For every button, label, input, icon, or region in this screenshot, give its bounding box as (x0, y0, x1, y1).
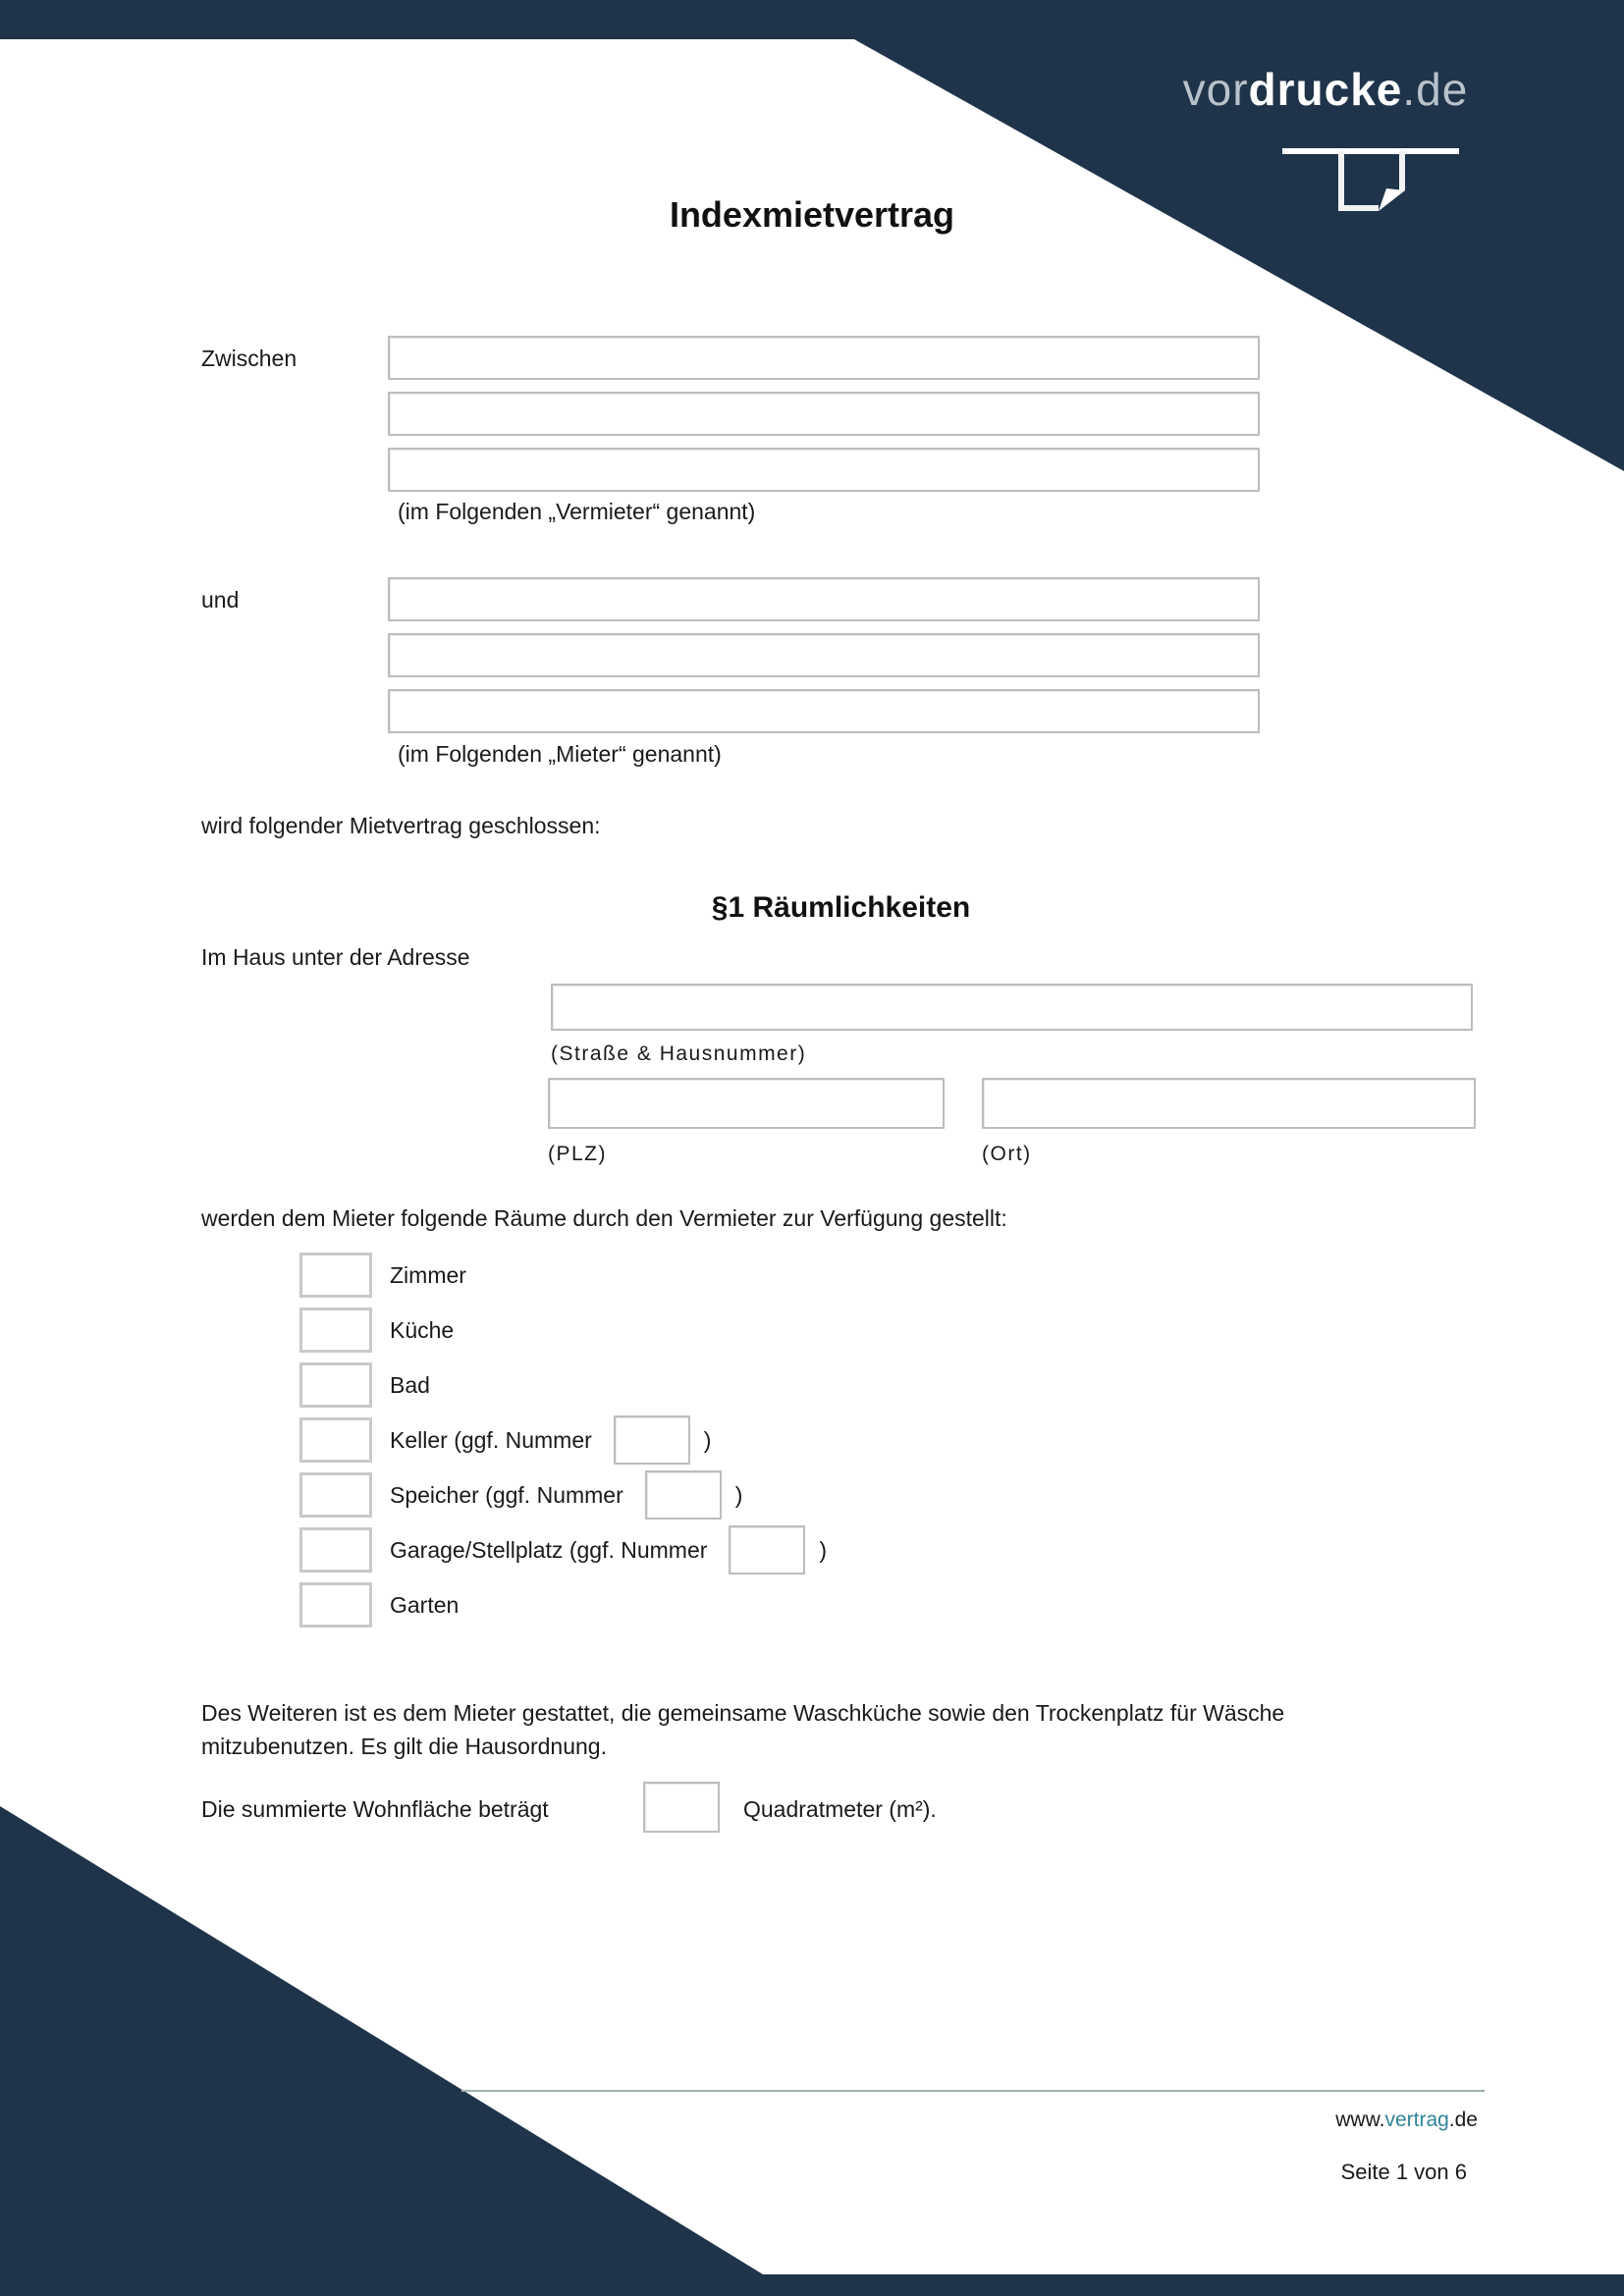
keller-number-input[interactable] (614, 1415, 690, 1465)
ort-caption: (Ort) (982, 1143, 1032, 1165)
footer-url[interactable] (1335, 2109, 1478, 2132)
area-input[interactable] (643, 1782, 720, 1833)
room-label: Keller (ggf. Nummer (390, 1426, 592, 1453)
room-label: Küche (390, 1316, 455, 1343)
landlord-note: (im Folgenden „Vermieter“ genannt) (398, 499, 756, 524)
speicher-number-input[interactable] (645, 1470, 722, 1520)
footer-divider (461, 2090, 1485, 2092)
garage-checkbox[interactable] (299, 1527, 372, 1573)
room-row-garten (299, 1582, 459, 1628)
kueche-checkbox[interactable] (299, 1308, 372, 1353)
landlord-name-field-1[interactable] (388, 336, 1260, 380)
room-label: Zimmer (390, 1261, 466, 1288)
ort-input[interactable] (982, 1078, 1476, 1129)
landlord-name-field-2[interactable] (388, 392, 1260, 436)
logo-text-suffix: .de (1402, 64, 1469, 115)
room-row-zimmer (299, 1253, 466, 1298)
room-label-suffix: ) (703, 1426, 712, 1453)
and-label: und (201, 587, 240, 613)
footer-url-highlight: vertrag (1384, 2109, 1449, 2131)
footer-url-prefix: www. (1335, 2109, 1385, 2131)
garten-checkbox[interactable] (299, 1582, 372, 1628)
room-label: Garten (390, 1591, 460, 1618)
vordrucke-logo (1129, 63, 1522, 116)
bad-checkbox[interactable] (299, 1362, 372, 1408)
area-prefix: Die summierte Wohnfläche beträgt (201, 1796, 549, 1822)
bottom-banner-shape (0, 1806, 1624, 2296)
between-label: Zwischen (201, 346, 298, 371)
tenant-name-field-2[interactable] (388, 633, 1260, 677)
tenant-name-field-3[interactable] (388, 689, 1260, 733)
room-label-suffix: ) (734, 1481, 743, 1508)
rooms-intro: werden dem Mieter folgende Räume durch den Vermieter zur Verfügung gestellt: (201, 1205, 1007, 1231)
plz-input[interactable] (548, 1078, 945, 1129)
room-label-suffix: ) (819, 1536, 828, 1563)
room-label: Bad (390, 1371, 430, 1398)
contract-intro: wird folgender Mietvertrag geschlossen: (201, 813, 601, 838)
room-label: Garage/Stellplatz (ggf. Nummer (390, 1536, 708, 1563)
tenant-name-field-1[interactable] (388, 577, 1260, 621)
zimmer-checkbox[interactable] (299, 1253, 372, 1298)
room-row-kueche (299, 1308, 454, 1353)
page-title: Indexmietvertrag (669, 194, 955, 235)
logo-text-prefix: vor (1182, 64, 1249, 115)
section1-heading: §1 Räumlichkeiten (711, 891, 971, 924)
garage-number-input[interactable] (729, 1525, 805, 1575)
room-row-speicher (299, 1472, 742, 1518)
page-number: Seite 1 von 6 (1340, 2160, 1467, 2184)
street-input[interactable] (551, 984, 1473, 1031)
keller-checkbox[interactable] (299, 1417, 372, 1463)
street-caption: (Straße & Hausnummer) (551, 1042, 807, 1065)
landlord-name-field-3[interactable] (388, 448, 1260, 492)
tenant-note: (im Folgenden „Mieter“ genannt) (398, 741, 722, 767)
room-label: Speicher (ggf. Nummer (390, 1481, 623, 1508)
footer-url-suffix: .de (1448, 2109, 1478, 2131)
speicher-checkbox[interactable] (299, 1472, 372, 1518)
plz-caption: (PLZ) (548, 1143, 607, 1165)
room-row-bad (299, 1362, 430, 1408)
address-label: Im Haus unter der Adresse (201, 944, 470, 970)
room-row-keller (299, 1417, 711, 1463)
laundry-note: Des Weiteren ist es dem Mieter gestattet, die gemeinsame Waschküche sowie den Trockenplatz für Wäsche mitzubenutzen. Es gilt die Hausordnung. (201, 1700, 1285, 1759)
logo-text-bold: drucke (1248, 64, 1403, 115)
room-row-garage (299, 1527, 827, 1573)
area-suffix: Quadratmeter (m²). (743, 1796, 937, 1822)
